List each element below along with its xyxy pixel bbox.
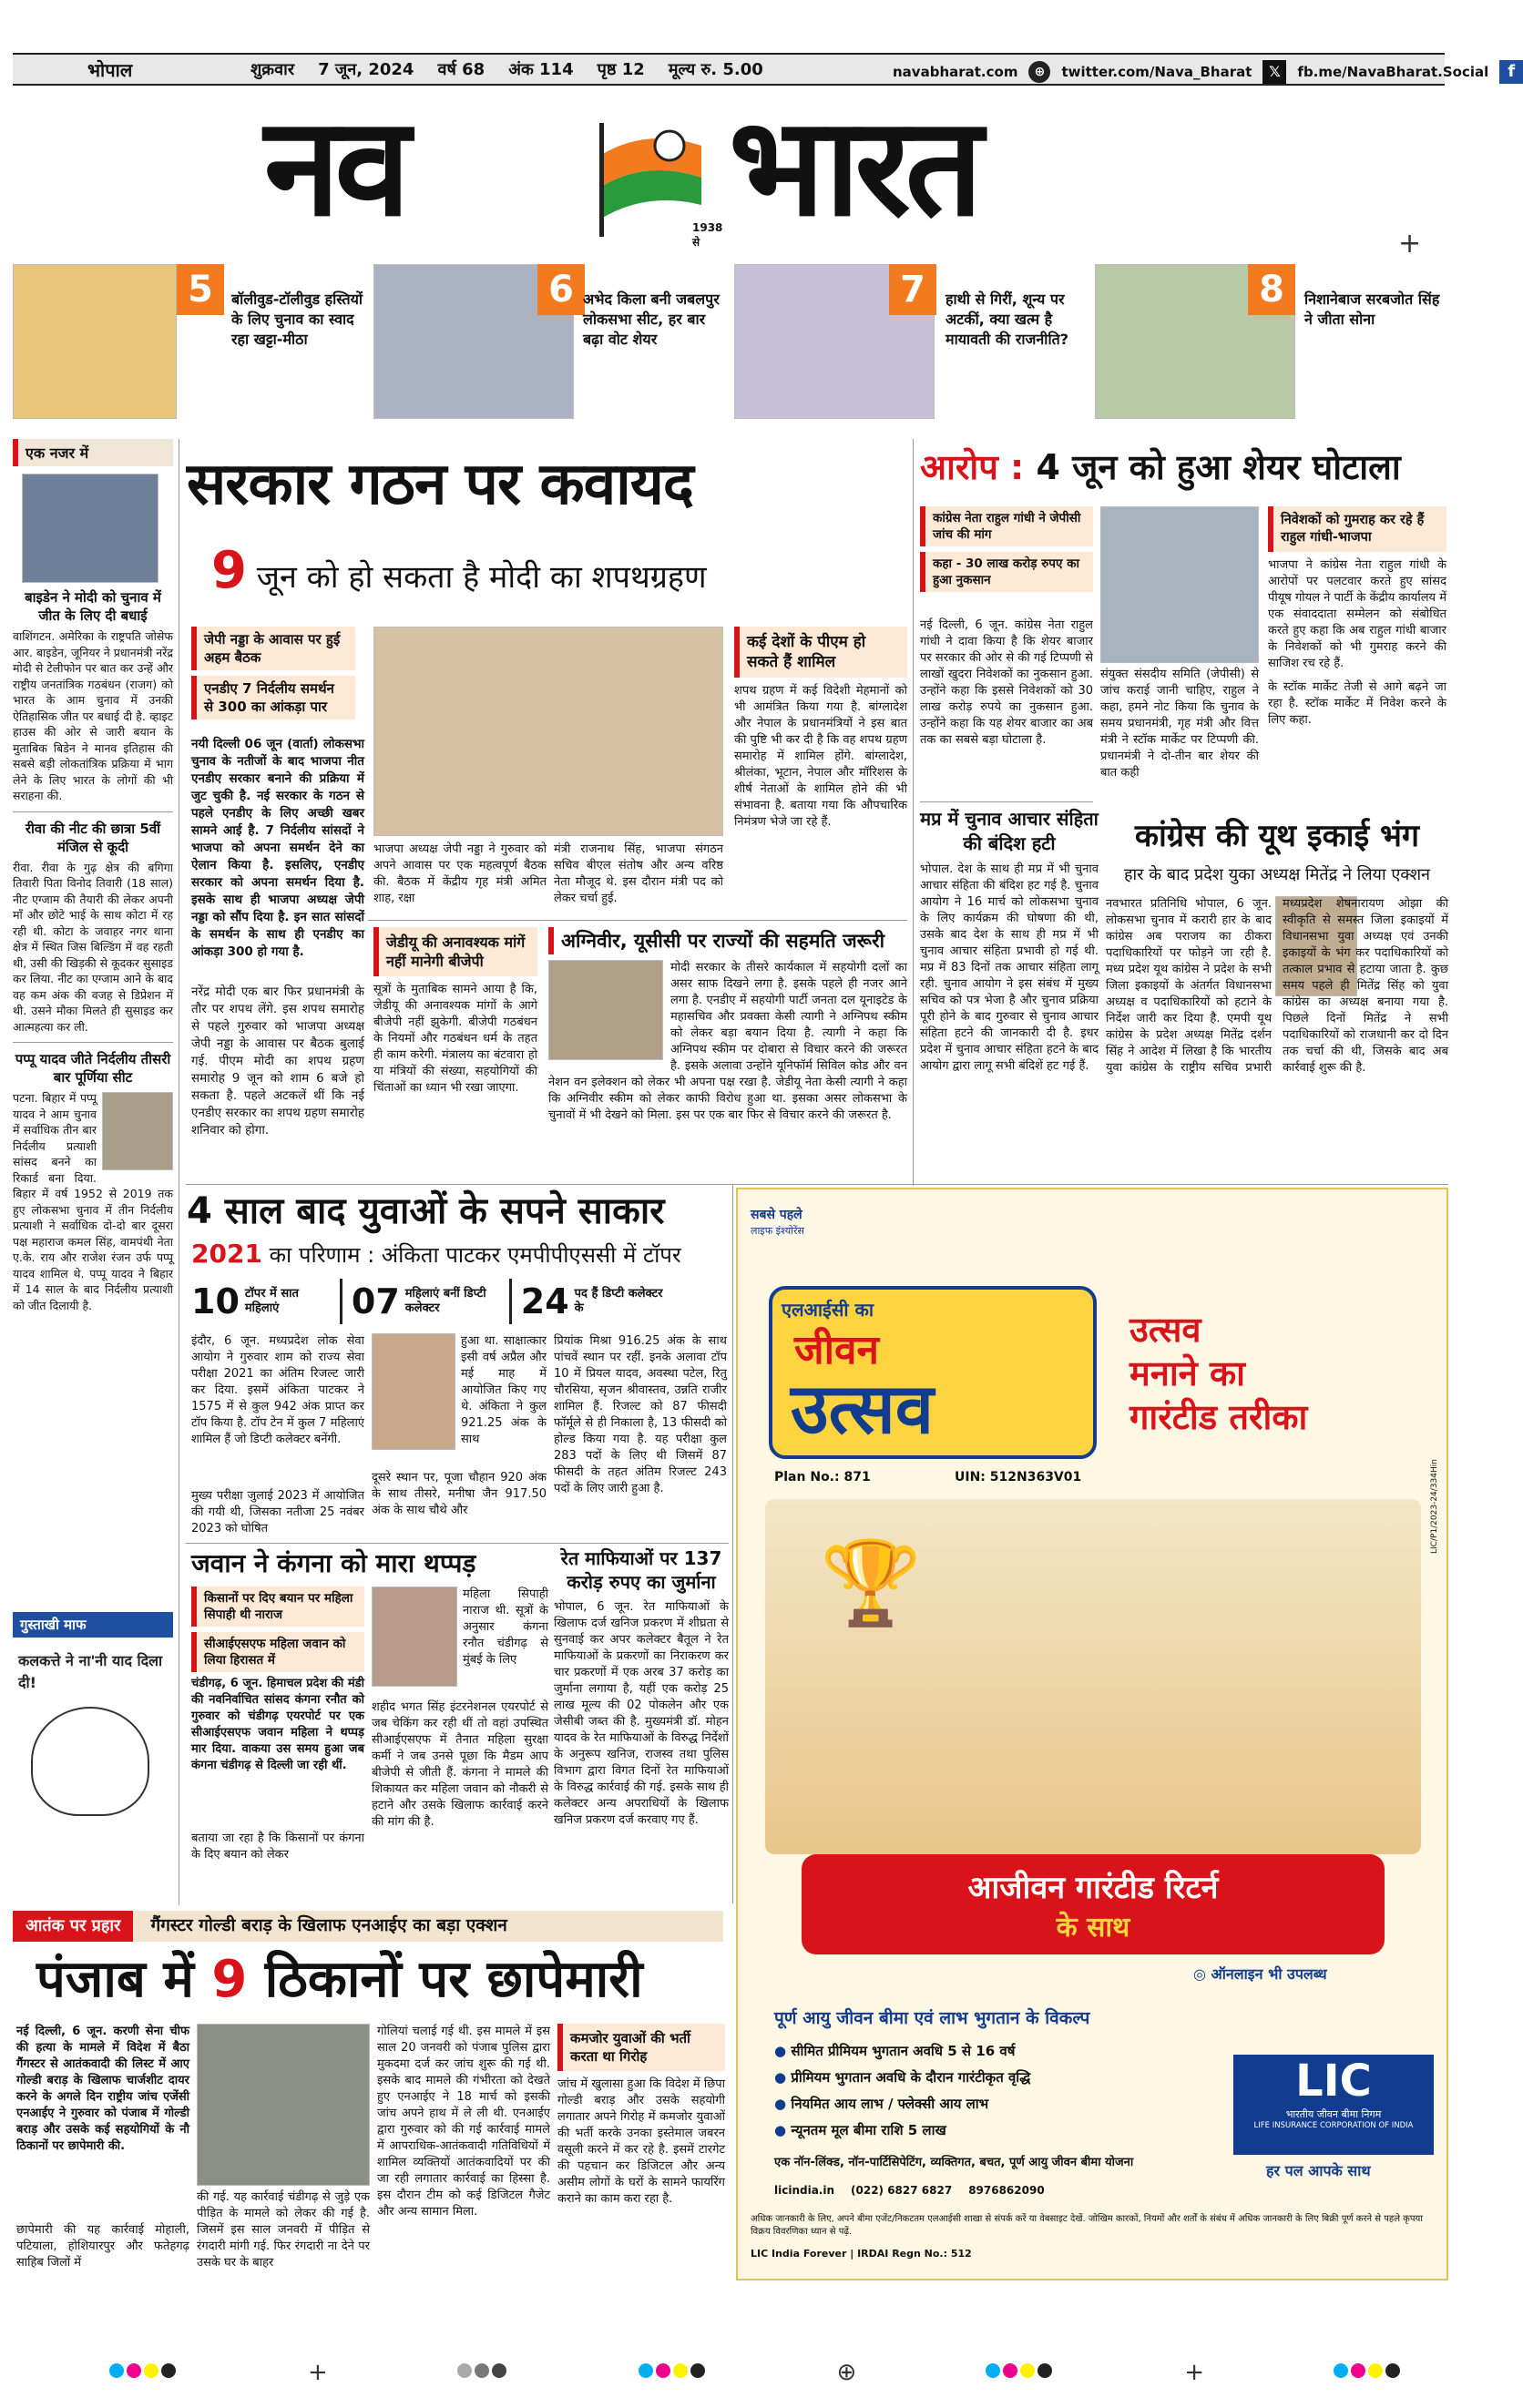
ad-feature: ● न्यूनतम मूल बीमा राशि 5 लाख bbox=[774, 2122, 946, 2138]
lic-logo-text: LIC bbox=[1295, 2056, 1372, 2107]
website-link[interactable]: navabharat.com bbox=[893, 64, 1018, 80]
mp-code-body: भोपाल. देश के साथ ही मप्र में भी चुनाव आचार संहिता की बंदिश हट गई है. चुनाव आयोग ने 16 मार्च को लोकसभा चुनाव के लिए कार्यक्रम की घोषणा की थी, उसके बाद देश के साथ ही मप्र में भी चुनाव आचार संहिता प्रभावी हो गई थी. मप्र में 83 दिनों तक आचार संहिता लागू रही. चुनाव आयोग ने इस संबंध में मुख्य सचिव को पत्र भेजा है और चुनाव प्रक्रिया पूरी होने के बाद गुरुवार से चुनाव आचार संहिता हटने की जानकारी दी है. इधर प्रदेश में चुनाव आचार संहिता हटने के बाद आयोग द्वारा लागू सभी बंदिशें हट गई हैं. bbox=[920, 862, 1099, 1073]
punjab-tag: आतंक पर प्रहार bbox=[13, 1911, 133, 1942]
punjab-headline-b: ठिकानों पर छापेमारी bbox=[264, 1950, 643, 2009]
agniveer-headline: अग्निवीर, यूसीसी पर राज्यों की सहमति जरूरी bbox=[548, 927, 907, 954]
sidebar-item-headline: पप्पू यादव जीते निर्दलीय तीसरी बार पूर्णिया सीट bbox=[15, 1051, 171, 1086]
teaser-text: निशानेबाज सरबजोत सिंह ने जीता सोना bbox=[1304, 291, 1440, 328]
punjab-body: गोलियां चलाई गई थी. इस मामले में इस साल 20 जनवरी को पंजाब पुलिस द्वारा मुकदमा दर्ज कर जांच शुरू की गई थी. इसके बाद मामले की गंभीरता को देखते हुए एनआईए ने 18 मार्च को इसकी जांच अपने हाथ में ले ली थी. एनआईए द्वारा गुरुवार को की गई कार्रवाई मामले में आपराधिक-आतंकवादी गतिविधियों में शामिल व्यक्तियों आतंकवादियों पर की जा रही लगातार कार्रवाई का हिस्सा है. इस दौरान टीम को कई डिजिटल गैजेट और अन्य सामान मिला. bbox=[377, 2025, 550, 2219]
teaser-text: अभेद किला बनी जबलपुर लोकसभा सीट, हर बार बढ़ा वोट शेयर bbox=[583, 291, 720, 348]
mppsc-subheadline-text: का परिणाम : अंकिता पाटकर एमपीपीएससी में टॉपर bbox=[269, 1242, 681, 1268]
share-scam-title: 4 जून को हुआ शेयर घोटाला bbox=[1036, 447, 1401, 487]
lic-slogan: हर पल आपके साथ bbox=[1266, 2162, 1371, 2179]
share-scam-headline bbox=[920, 444, 1448, 490]
bullet: एनडीए 7 निर्दलीय समर्थन से 300 का आंकड़ा पार bbox=[191, 676, 355, 719]
punjab-side-headline: कमजोर युवाओं की भर्ती करता था गिरोह bbox=[557, 2024, 725, 2071]
biden-photo bbox=[22, 474, 158, 583]
mppsc-body: दूसरे स्थान पर, पूजा चौहान 920 अंक के साथ तीसरे, मनीषा जैन 917.50 अंक के साथ चौथे और bbox=[372, 1471, 547, 1517]
mp-code-story bbox=[920, 807, 1099, 1075]
x-icon: 𝕏 bbox=[1262, 60, 1286, 84]
lic-logo bbox=[1233, 2055, 1434, 2155]
agniveer-story bbox=[548, 927, 907, 1124]
jdu-story bbox=[373, 927, 537, 1097]
ad-tagline-2: मनाने का bbox=[1129, 1353, 1246, 1393]
facebook-link[interactable]: fb.me/NavaBharat.Social bbox=[1297, 64, 1489, 80]
ad-website[interactable]: licindia.in bbox=[774, 2184, 835, 2197]
mppsc-year: 2021 bbox=[191, 1239, 262, 1269]
stat-number: 07 bbox=[351, 1281, 400, 1321]
ad-features-title: पूर्ण आयु जीवन बीमा एवं लाभ भुगतान के विकल्प bbox=[774, 2008, 1090, 2028]
stat bbox=[509, 1279, 666, 1324]
ad-phone: (022) 6827 6827 bbox=[851, 2184, 953, 2197]
crosshair-icon: + bbox=[1184, 2359, 1205, 2386]
pages: पृष्ठ 12 bbox=[597, 60, 645, 79]
kangana-body: बताया जा रहा है कि किसानों पर कंगना के दिए बयान को लेकर bbox=[191, 1832, 364, 1862]
sidebar-item-headline: बाइडेन ने मोदी को चुनाव में जीत के लिए दी बधाई bbox=[25, 589, 161, 624]
kangana-headline: जवान ने कंगना को मारा थप्पड़ bbox=[191, 1548, 476, 1578]
punjab-headline-a: पंजाब में bbox=[36, 1950, 194, 2009]
sidebar-item-body: वाशिंगटन. अमेरिका के राष्ट्रपति जोसेफ आर. बाइडेन, जूनियर ने प्रधानमंत्री नरेंद्र मोदी से टेलीफोन पर बात कर उन्हें और राष्ट्रीय जनतांत्रिक गठबंधन (राजग) को भारत के आम चुनाव में उनकी ऐतिहासिक जीत पर बधाई दी है. व्हाइट हाउस की ओर से जारी बयान के मुताबिक बिडेन ने मानव इतिहास की सबसे बड़ी लोकतांत्रिक प्रक्रिया में भाग लेने के लिए भारत के लोगों की भी सराहना की. bbox=[13, 629, 173, 802]
sand-mafia-headline: रेत माफियाओं पर 137 करोड़ रुपए का जुर्माना bbox=[560, 1547, 722, 1593]
ad-family-photo bbox=[765, 1499, 1421, 1854]
ad-phone: 8976862090 bbox=[968, 2184, 1045, 2197]
cmyk-dots bbox=[986, 2363, 1055, 2382]
bullet: जेपी नड्डा के आवास पर हुई अहम बैठक bbox=[191, 627, 355, 670]
share-scam-caption: संयुक्त संसदीय समिति (जेपीसी) से जांच कराई जानी चाहिए, राहुल ने कहा, हमने नोट किया कि चुनाव के समय प्रधानमंत्री, गृह मंत्री और वित्त मंत्री ने स्टॉक मार्केट पर टिप्पणी की. प्रधानमंत्री ने दो-तीन बार शेयर की बात कही bbox=[1100, 668, 1259, 780]
kangana-body: महिला सिपाही नाराज थी. सूत्रों के अनुसार कंगना रनौत चंडीगढ़ से मुंबई के लिए bbox=[463, 1587, 548, 1667]
punjab-headline bbox=[36, 1947, 729, 2013]
bullet: कांग्रेस नेता राहुल गांधी ने जेपीसी जांच की मांग bbox=[920, 506, 1093, 546]
nia-raid-photo bbox=[197, 2024, 370, 2186]
sidebar-item-body: पटना. बिहार में पप्पू यादव ने आम चुनाव में सर्वाधिक तीन बार निर्दलीय प्रत्याशी सांसद बनने का रिकार्ड बना दिया. बिहार में वर्ष 1952 से 2019 तक हुए लोकसभा चुनाव में तीन निर्दलीय प्रत्याशी ने सर्वाधिक दो-दो बार दूसरा पक्ष महाराज कमल सिंह, वामपंथी नेता ए.के. राय और राजेश रंजन उर्फ पप्पू यादव शामिल थे. पप्पू यादव ने बिहार में 14 साल के बाद निर्दलीय प्रत्याशी को जीत दिलायी है. bbox=[13, 1091, 173, 1312]
lead-bullets bbox=[191, 627, 355, 725]
ad-plan-no: Plan No.: 871 bbox=[774, 1470, 871, 1485]
kc-tyagi-photo bbox=[548, 960, 663, 1060]
lead-date-number: 9 bbox=[211, 541, 247, 600]
share-scam-side-body-2: के स्टॉक मार्केट तेजी से आगे बढ़ने जा रहा है. स्टॉक मार्केट में निवेश करने के लिए कहा. bbox=[1268, 680, 1446, 727]
ad-irda: LIC India Forever | IRDAI Regn No.: 512 bbox=[751, 2248, 972, 2260]
share-scam-side-body: भाजपा ने कांग्रेस नेता राहुल गांधी के आरोपों पर पलटवार करते हुए सांसद पीयूष गोयल ने पार्टी के केंद्रीय कार्यालय में एक संवाददाता सम्मेलन को संबोधित करते हुए कहा कि अब राहुल गांधी बाजार के निवेशकों को भी गुमराह करने की साजिश रच रहे हैं. bbox=[1268, 558, 1446, 670]
crosshair-icon: + bbox=[1398, 228, 1422, 260]
grey-dots bbox=[457, 2363, 509, 2382]
punjab-kicker: गैंगस्टर गोल्डी बराड़ के खिलाफ एनआईए का बड़ा एक्शन bbox=[150, 1915, 507, 1935]
rahul-gandhi-photo bbox=[1100, 506, 1259, 663]
logo-year: 1938 से bbox=[692, 221, 723, 249]
punjab-body: छापेमारी की यह कार्रवाई मोहाली, पटियाला, होशियारपुर और फतेहगढ़ साहिब जिलों में bbox=[16, 2223, 189, 2270]
share-scam-body: नई दिल्ली, 6 जून. कांग्रेस नेता राहुल गांधी ने दावा किया है कि शेयर बाजार पर सरकार की ओर से की गई टिप्पणी से लाखों खुदरा निवेशकों का नुकसान हुआ. उन्होंने कहा कि इससे निवेशकों को 30 लाख करोड़ रुपये का नुकसान हुआ. उन्होंने कहा कि यह शेयर बाजार का अब तक का सबसे बड़ा घोटाला है. bbox=[920, 618, 1093, 747]
day: शुक्रवार bbox=[250, 60, 295, 79]
lead-subheadline bbox=[211, 541, 904, 600]
bullet: किसानों पर दिए बयान पर महिला सिपाही थी नाराज bbox=[191, 1587, 364, 1627]
lead-body: नरेंद्र मोदी एक बार फिर प्रधानमंत्री के तौर पर शपथ लेंगे. इस शपथ समारोह से पहले गुरुवार को भाजपा अध्यक्ष जेपी नड्डा के आवास पर बैठक बुलाई गई. पीएम मोदी का शपथ ग्रहण समारोह 9 जून को शाम 6 बजे हो सकता है. पहले अटकलें थीं कि नई एनडीए सरकार का शपथ ग्रहण समारोह शनिवार को होगा. bbox=[191, 985, 364, 1138]
punjab-body-lede: नई दिल्ली, 6 जून. करणी सेना चीफ की हत्या के मामले में विदेश में बैठा गैंगस्टर से आतंकवादी की लिस्ट में आए गोल्डी बराड़ के खिलाफ चार्जशीट दायर करने के अगले दिन राष्ट्रीय जांच एजेंसी एनआईए ने गुरुवार को पंजाब में गोल्डी बराड़ और उसके कई सहयोगियों के नौ ठिकानों पर छापेमारी की. bbox=[16, 2025, 189, 2153]
mppsc-stats bbox=[191, 1279, 729, 1324]
teaser-number-badge: 7 bbox=[889, 264, 936, 315]
share-scam-label: आरोप : bbox=[920, 447, 1025, 487]
kangana-photo bbox=[372, 1587, 457, 1687]
punjab-side-body: जांच में खुलासा हुआ कि विदेश में छिपा गोल्डी बराड़ और उसके सहयोगी लगातार अपने गिरोह में कमजोर युवाओं की भर्ती करके उनका इस्तेमाल जबरन वसूली करने में कर रहे है. इसमें टारगेट की पहचान कर डिजिटल और अन्य असीम लोगों के घरों के सामने फायरिंग कराने का काम करा रहा है. bbox=[557, 2077, 725, 2206]
stat-label: टॉपर में सात महिलाएं bbox=[244, 1287, 299, 1315]
lead-photo bbox=[373, 627, 723, 836]
mppsc-body: हुआ था. साक्षात्कार इसी वर्ष अप्रैल और मई माह में आयोजित किए गए थे. अंकिता ने कुल 921.25 अंक के साथ bbox=[461, 1334, 547, 1446]
ad-brand-line2: उत्सव bbox=[791, 1368, 935, 1449]
dateline bbox=[250, 58, 763, 80]
registration-target-icon: ⊕ bbox=[836, 2359, 857, 2386]
cmyk-dots bbox=[639, 2363, 708, 2382]
punjab-number: 9 bbox=[211, 1950, 248, 2009]
teaser-photo bbox=[13, 264, 177, 419]
ad-tagline bbox=[1129, 1308, 1430, 1439]
ad-footnote: एक नॉन-लिंक्ड, नॉन-पार्टिसिपेटिंग, व्यक्तिगत, बचत, पूर्ण आयु जीवन बीमा योजना bbox=[774, 2156, 1134, 2169]
stat-number: 24 bbox=[520, 1281, 569, 1321]
ad-contacts bbox=[774, 2184, 1430, 2197]
cartoon-header: गुस्ताखी माफ bbox=[13, 1612, 173, 1638]
ad-disclaimer: अधिक जानकारी के लिए, अपने बीमा एजेंट/निकटतम एलआईसी शाखा से संपर्क करें या वेबसाइट देखें. जोखिम कारकों, नियमों और शर्तों के संबंध में अधिक जानकारी के लिए बिक्री पूर्ण करने से पहले कृपया विक्रय विवरणिका ध्यान से पढ़ें. bbox=[751, 2214, 1423, 2237]
masthead-logo bbox=[583, 105, 729, 249]
cmyk-dots bbox=[109, 2363, 179, 2382]
lead-photo-caption: मंत्री राजनाथ सिंह, भाजपा संगठन सचिव बीएल संतोष और अन्य वरिष्ठ नेता मौजूद थे. इस दौरान मंत्री पद को लेकर चर्चा हुई. bbox=[554, 842, 723, 905]
ad-top-tag bbox=[751, 1206, 896, 1238]
ad-code: LIC/P1/2023-24/334Hin bbox=[1430, 1459, 1439, 1554]
ad-online-text: ऑनलाइन भी उपलब्ध bbox=[1211, 1965, 1327, 1983]
jdu-headline: जेडीयू की अनावश्यक मांगें नहीं मानेगी बीजेपी bbox=[373, 927, 537, 976]
ad-feature: ● नियमित आय लाभ / फ्लेक्सी आय लाभ bbox=[774, 2096, 989, 2112]
mppsc-body: प्रियांक मिश्रा 916.25 अंक के साथ पांचवें स्थान पर रहीं. इनके अलावा टॉप 10 में प्रियल यादव, अवस्था पटेल, रितु चौरसिया, सृजन श्रीवास्तव, उन्नति राजीर शामिल हैं. रिजल्ट को 87 फीसदी फॉर्मूले से ही निकाला है, 13 फीसदी को होल्ड किया गया है. यह परीक्षा कुल 283 पदों के लिए थी जिसमें 87 फीसदी के तहत अंतिम रिजल्ट 243 पदों के लिए जारी हुआ है. bbox=[554, 1334, 727, 1495]
lead-subheadline-text: जून को हो सकता है मोदी का शपथग्रहण bbox=[256, 559, 707, 596]
cartoon-text: कलकत्ते ने ना'नी याद दिला दी! bbox=[18, 1652, 163, 1691]
ad-brand-line1: जीवन bbox=[794, 1327, 879, 1373]
side-story-body: शपथ ग्रहण में कई विदेशी मेहमानों को भी आमंत्रित किया गया है. बांग्लादेश और नेपाल के प्रधानमंत्रियों ने इस बात की पुष्टि भी कर दी है कि वह शपथ ग्रहण समारोह में शामिल होंगे. बांग्लादेश, श्रीलंका, भूटान, नेपाल और मॉरिशस के शीर्ष नेताओं के शामिल होने की भी संभावना है. बताया गया कि औपचारिक निमंत्रण भेजे जा रहे हैं. bbox=[734, 684, 907, 829]
side-story-headline: कई देशों के पीएम हो सकते हैं शामिल bbox=[734, 627, 907, 678]
masthead-title-left: नव bbox=[264, 88, 405, 247]
sand-mafia-body: भोपाल, 6 जून. रेत माफियाओं के खिलाफ दर्ज खनिज प्रकरण में शीघ्रता से सुनवाई कर अपर कलेक्टर बैतूल ने रेत माफियाओं के प्रकरणों का निराकरण कर चार प्रकरणों में एक अरब 37 करोड़ का जुर्माना लगाया है, यहीं एक करोड़ 25 लाख मूल्य की 02 पोकलेन और एक जेसीबी जब्त की है. मुख्यमंत्री डॉ. मोहन यादव के रेत माफियाओं के विरुद्ध निर्देशों के अनुरूप खनिज, राजस्व तथा पुलिस विभाग द्वारा विगत दिनों रेत माफियाओं के विरुद्ध कार्रवाई की गई. इसके साथ ही कलेक्टर अन्य अपराधियों के खिलाफ खनिज प्रकरण दर्ज करवाए गए हैं. bbox=[554, 1600, 729, 1827]
teaser-strip bbox=[13, 264, 1445, 419]
ad-banner-line2: के साथ bbox=[1056, 1912, 1130, 1944]
date: 7 जून, 2024 bbox=[318, 60, 414, 79]
youth-congress-body: नवभारत प्रतिनिधि भोपाल, 6 जून. लोकसभा चुनाव में करारी हार के बाद कांग्रेस अब पराजय का ठीकरा पदाधिकारियों पर फोड़ने जा रही है. मध्य प्रदेश यूथ कांग्रेस ने प्रदेश के सभी जिला इकाइयों के अंतर्गत विधानसभा अध्यक्ष व पदाधिकारियों को हटाने के निर्देश जारी कर दिया है. एमपी यूथ कांग्रेस के प्रदेश अध्यक्ष मितेंद्र दर्शन सिंह ने आदेश में लिखा है कि भारतीय युवा कांग्रेस के राष्ट्रीय सचिव प्रभारी मध्यप्रदेश शेषनारायण ओझा की स्वीकृति से समस्त जिला इकाइयों में विधानसभा युवा अध्यक्ष एवं उनकी इकाइयों के भंग कर पदाधिकारियों को तत्काल प्रभाव से हटाया जाता है. कुछ समय पहले ही मितेंद्र सिंह को युवा कांग्रेस का अध्यक्ष बनाया गया है. पिछले दिनों मितेंद्र ने सभी पदाधिकारियों को राजधानी कर दो दिन तक चर्चा की थी, जिसके बाद अब कार्रवाई शुरू की है. bbox=[1106, 897, 1448, 1075]
lead-body-lede: नयी दिल्ली 06 जून (वार्ता) लोकसभा चुनाव के नतीजों के बाद भाजपा नीत एनडीए सरकार बनाने की प्रक्रिया में जुट चुकी है. नई सरकार के गठन से पहले एनडीए के लिए अच्छी खबर सामने आई है. 7 निर्दलीय सांसदों ने भाजपा को अपना समर्थन देने का ऐलान किया है. इसलिए, एनडीए सरकार को अपना समर्थन दिया है. इसके साथ ही भाजपा अध्यक्ष जेपी नड्डा को सौंप दिया है. इन सात सांसदों के समर्थन के साथ ही एनडीए का आंकड़ा 300 हो गया है. bbox=[191, 737, 364, 959]
youth-congress-subheadline: हार के बाद प्रदेश युका अध्यक्ष मितेंद्र ने लिया एक्शन bbox=[1123, 865, 1431, 884]
globe-icon: ◎ bbox=[1193, 1965, 1206, 1983]
kangana-body: शहीद भगत सिंह इंटरनेशनल एयरपोर्ट से जब चेकिंग कर रही थीं तो वहां उपस्थित सीआईएसएफ में तैनात महिला सुरक्षा कर्मी ने जब उनसे पूछा कि मैडम आप बीजेपी से जीती हैं. कंगना ने मामले की शिकायत कर महिला जवान को नौकरी से हटाने और उसके खिलाफ कार्रवाई करने की मांग की है. bbox=[372, 1700, 548, 1829]
bullet: कहा - 30 लाख करोड़ रुपए का हुआ नुकसान bbox=[920, 552, 1093, 592]
punjab-photo-caption: की गई. यह कार्रवाई चंडीगढ़ से जुड़े एक पीड़ित के मामले को लेकर की गई है. जिसमें इस साल जनवरी में पीड़ित से रंगदारी मांगी गई. फिर रंगदारी ना देने पर उसके घर के बाहर bbox=[197, 2190, 370, 2270]
crosshair-icon: + bbox=[307, 2359, 328, 2386]
pappu-yadav-photo bbox=[102, 1092, 173, 1170]
punjab-side-story bbox=[557, 2024, 725, 2208]
kangana-body-lede: चंडीगढ़, 6 जून. हिमाचल प्रदेश की मंडी की नवनिर्वाचित सांसद कंगना रनौत को गुरुवार को चंडीगढ़ एयरपोर्ट पर एक सीआईएसएफ जवान महिला ने थप्पड़ मार दिया. वाकया उस समय हुआ जब कंगना चंडीगढ़ से दिल्ली जा रही थीं. bbox=[191, 1677, 364, 1772]
cmyk-dots bbox=[1334, 2363, 1403, 2382]
lic-logo-en: LIFE INSURANCE CORPORATION OF INDIA bbox=[1253, 2121, 1414, 2130]
globe-icon: ⊕ bbox=[1028, 61, 1050, 83]
share-scam-side-headline: निवेशकों को गुमराह कर रहे हैं राहुल गांधी-भाजपा bbox=[1268, 506, 1446, 552]
mppsc-body: इंदौर, 6 जून. मध्यप्रदेश लोक सेवा आयोग ने गुरुवार शाम को राज्य सेवा परीक्षा 2021 का अंतिम रिजल्ट जारी कर दिया. इसमें अंकिता पाटकर ने 1575 में से कुल 942 अंक प्राप्त कर टॉप किया है. टॉप टेन में कुल 7 महिलाएं शामिल हैं जो डिप्टी कलेक्टर बनेंगी. bbox=[191, 1334, 364, 1446]
facebook-icon: f bbox=[1499, 60, 1523, 84]
ad-tagline-3: गारंटीड तरीका bbox=[1129, 1397, 1308, 1437]
price: मूल्य रु. 5.00 bbox=[668, 60, 763, 79]
stat bbox=[191, 1279, 327, 1324]
kangana-bullets bbox=[191, 1587, 364, 1678]
ad-top-tag-text: सबसे पहले bbox=[751, 1208, 802, 1222]
jdu-body: सूत्रों के मुताबिक सामने आया है कि, जेडीयू की अनावश्यक मांगों के आगे बीजेपी नहीं झुकेगी. बीजेपी गठबंधन के नियमों और गठबंधन धर्म के तहत ही काम करेगी. मंत्रालय का बंटवारा हो या मंत्रियों की संख्या, सहयोगियों की चिंताओं का ध्यान भी रखा जाएगा. bbox=[373, 983, 537, 1095]
teaser-text: हाथी से गिरीं, शून्य पर अटकीं, क्या खत्म है मायावती की राजनीति? bbox=[945, 291, 1068, 348]
ad-feature: ● सीमित प्रीमियम भुगतान अवधि 5 से 16 वर्ष bbox=[774, 2043, 1016, 2059]
teaser-number-badge: 8 bbox=[1248, 264, 1295, 315]
social-links bbox=[893, 60, 1523, 84]
cartoon-drawing bbox=[31, 1707, 149, 1816]
lead-headline: सरकार गठन पर कवायद bbox=[187, 451, 693, 518]
ad-banner bbox=[802, 1854, 1385, 1954]
mp-code-headline: मप्र में चुनाव आचार संहिता की बंदिश हटी bbox=[920, 808, 1099, 854]
teaser-2[interactable] bbox=[373, 264, 731, 419]
teaser-1[interactable] bbox=[13, 264, 370, 419]
mppsc-body: मुख्य परीक्षा जुलाई 2023 में आयोजित की गयी थी, जिसका नतीजा 25 नवंबर 2023 को घोषित bbox=[191, 1489, 364, 1536]
ad-top-tag-sub: लाइफ इंश्योरेंस bbox=[751, 1225, 804, 1237]
year: वर्ष 68 bbox=[437, 60, 486, 79]
ad-uin: UIN: 512N363V01 bbox=[955, 1470, 1082, 1485]
sidebar-header: एक नजर में bbox=[13, 439, 173, 466]
sidebar-item-headline: रीवा की नीट की छात्रा 5वीं मंजिल से कूदी bbox=[25, 820, 161, 855]
ankita-patkar-photo bbox=[372, 1333, 455, 1450]
trophy-icon: 🏆 bbox=[820, 1536, 923, 1631]
ad-tagline-1: उत्सव bbox=[1129, 1310, 1201, 1350]
masthead-title-right: भारत bbox=[729, 88, 978, 247]
twitter-link[interactable]: twitter.com/Nava_Bharat bbox=[1061, 64, 1252, 80]
punjab-kicker-bar bbox=[13, 1911, 723, 1942]
lic-logo-sub: भारतीय जीवन बीमा निगम bbox=[1285, 2108, 1382, 2120]
registration-marks bbox=[109, 2359, 1403, 2386]
teaser-number-badge: 6 bbox=[537, 264, 585, 315]
ad-brand-box bbox=[769, 1286, 1097, 1459]
teaser-3[interactable] bbox=[734, 264, 1091, 419]
ad-online bbox=[1193, 1964, 1327, 1984]
stat bbox=[340, 1279, 496, 1324]
teaser-text: बॉलीवुड-टॉलीवुड हस्तियों के लिए चुनाव का स्वाद रहा खट्टा-मीठा bbox=[231, 291, 363, 348]
issue: अंक 114 bbox=[508, 60, 574, 79]
agniveer-body: मोदी सरकार के तीसरे कार्यकाल में सहयोगी दलों का असर साफ दिखने लगा है. इसके पहले ही नजर आने लगा है. एनडीए में सहयोगी पार्टी जनता दल यूनाइटेड के महासचिव और प्रवक्ता केसी त्यागी ने अग्निपथ स्कीम को लेकर बड़ा बयान दिया है. त्यागी ने कहा कि अग्निपथ स्कीम पर दोबारा से विचार करने की जरूरत है. इसके अलावा उन्होंने यूनिफॉर्म सिविल कोड और वन नेशन वन इलेक्शन को लेकर भी अपना पक्ष रखा है. जेडीयू नेता केसी त्यागी ने कहा कि अग्निवीर स्कीम को लेकर काफी विरोध हुआ था. इसका असर लोकसभा के चुनावों में भी देखने को मिला. इस पर एक बार फिर से विचार करने की जरूरत है. bbox=[548, 961, 907, 1122]
sidebar-item-body: रीवा. रीवा के गुढ़ क्षेत्र की बगिगा तिवारी पिता विनोद तिवारी (18 साल) नीट एग्जाम की तैयारी की लेकर अपनी माँ और छोटे भाई के साथ कोटा में रह रही थी. कोटा के जवाहर नगर थाना क्षेत्र में स्थित जिस बिल्डिंग में वह रहती थी, उसी की खिड़की से कूदकर सुसाइड कर लिया. नीट का एग्जाम आने के बाद वह कम अंक की वजह से डिप्रेशन में थी. उसने मौका मिलते ही सुसाइड कर आत्महत्या कर ली. bbox=[13, 860, 173, 1034]
cartoon-box bbox=[13, 1612, 173, 1885]
stat-label: पद हैं डिप्टी कलेक्टर के bbox=[574, 1287, 663, 1315]
ad-banner-line1: आजीवन गारंटीड रिटर्न bbox=[967, 1870, 1219, 1906]
share-scam-side bbox=[1268, 506, 1446, 729]
lic-advertisement[interactable] bbox=[736, 1188, 1448, 2280]
lead-photo-caption: भाजपा अध्यक्ष जेपी नड्डा ने गुरुवार को अपने आवास पर एक महत्वपूर्ण बैठक की. बैठक में केंद्रीय गृह मंत्री अमित शाह, रक्षा bbox=[373, 842, 547, 905]
mppsc-subheadline bbox=[191, 1239, 729, 1270]
stat-number: 10 bbox=[191, 1281, 240, 1321]
ad-feature: ● प्रीमियम भुगतान अवधि के दौरान गारंटीकृत वृद्धि bbox=[774, 2069, 1031, 2086]
teaser-number-badge: 5 bbox=[177, 264, 224, 315]
ad-brand-small: एलआईसी का bbox=[782, 1299, 874, 1321]
share-scam-bullets bbox=[920, 506, 1093, 597]
youth-congress-headline: कांग्रेस की यूथ इकाई भंग bbox=[1134, 818, 1420, 854]
teaser-4[interactable] bbox=[1095, 264, 1445, 419]
sand-mafia-story bbox=[554, 1546, 729, 1829]
bullet: सीआईएसएफ महिला जवान को लिया हिरासत में bbox=[191, 1632, 364, 1672]
side-story-foreign-pms bbox=[734, 627, 907, 831]
city-name: भोपाल bbox=[87, 59, 133, 81]
mppsc-headline: 4 साल बाद युवाओं के सपने साकार bbox=[187, 1190, 665, 1232]
stat-label: महिलाएं बनीं डिप्टी कलेक्टर bbox=[404, 1287, 486, 1315]
